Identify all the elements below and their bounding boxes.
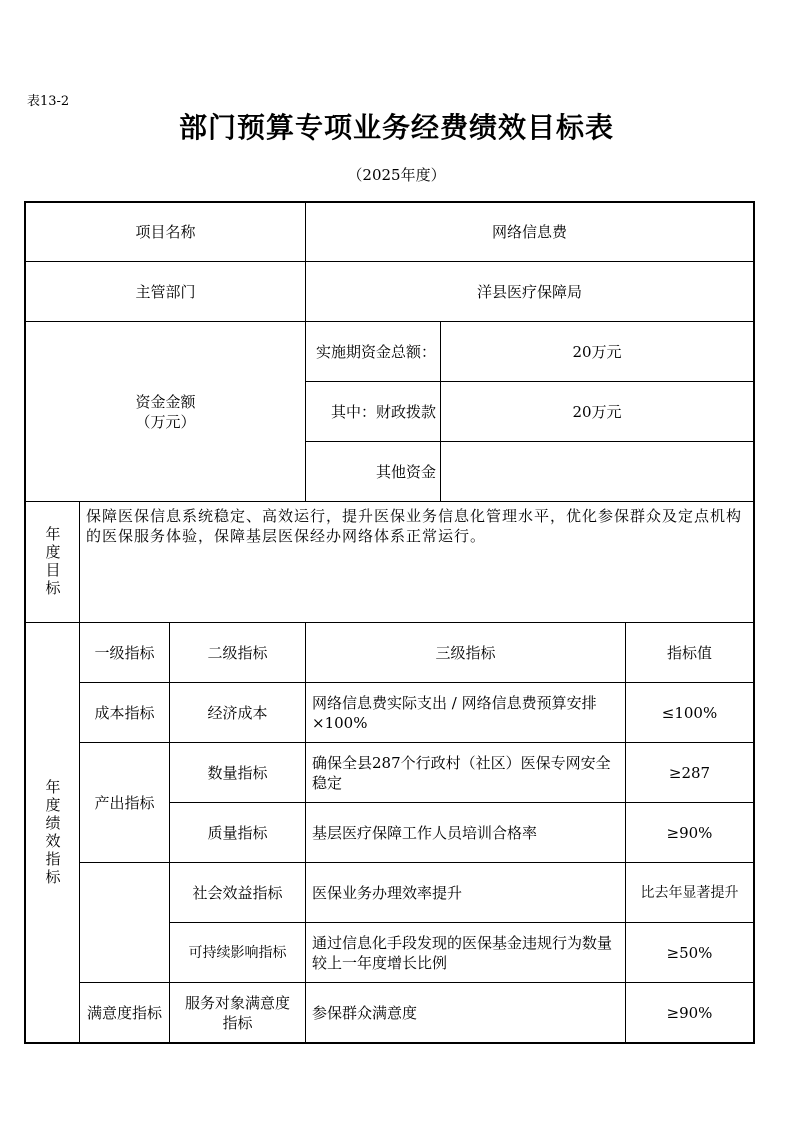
indicator-value: ≥90% [666,1003,713,1022]
indicator-value: 比去年显著提升 [640,884,739,901]
total-fund-label: 实施期资金总额： [315,342,436,361]
indicator-value: ≥287 [668,763,711,782]
table-border-bottom [24,1042,755,1044]
annual-goal-text: 保障医保信息系统稳定、高效运行，提升医保业务信息化管理水平，优化参保群众及定点机构的医保服务体验，保障基层医保经办网络体系正常运行。 [86,507,743,545]
level1-output: 产出指标 [94,793,155,812]
indicator-level3: 网络信息费实际支出 / 网络信息费预算安排 ×100% [312,693,597,732]
indicator-level2: 数量指标 [207,763,268,782]
level1-satisfaction: 满意度指标 [86,1003,162,1022]
indicator-level2: 质量指标 [207,823,268,842]
indicator-value: ≥50% [666,943,713,962]
annual-indicators-label: 年度绩效指标 [43,778,62,887]
indicator-level3: 医保业务办理效率提升 [312,883,463,902]
indicator-value: ≥90% [666,823,713,842]
header-level1: 一级指标 [94,643,155,662]
header-level3: 三级指标 [435,643,496,662]
header-value: 指标值 [666,643,712,662]
indicator-level2: 经济成本 [207,703,268,722]
level1-cost: 成本指标 [94,703,155,722]
fiscal-fund-value: 20万元 [572,402,622,421]
level1-benefit [80,863,169,982]
table-number: 表13-2 [27,94,70,109]
indicator-level3: 确保全县287个行政村（社区）医保专网安全稳定 [312,753,611,792]
department-value: 洋县医疗保障局 [476,282,582,301]
annual-goal-label: 年度目标 [43,526,62,598]
indicator-level3: 参保群众满意度 [312,1003,418,1022]
other-fund-value [441,442,753,501]
indicator-value: ≤100% [661,703,718,722]
indicator-level2: 服务对象满意度指标 [184,993,290,1032]
fund-label-text: 资金金额 [135,392,196,411]
fiscal-fund-label: 其中：财政拨款 [330,402,436,421]
page-title: 部门预算专项业务经费绩效目标表 [178,111,614,144]
indicator-level3: 基层医疗保障工作人员培训合格率 [312,823,538,842]
project-name-value: 网络信息费 [491,223,567,241]
indicator-level2: 可持续影响指标 [188,944,287,961]
project-name-label: 项目名称 [135,223,196,241]
total-fund-value: 20万元 [572,342,622,361]
indicator-level3: 通过信息化手段发现的医保基金违规行为数量较上一年度增长比例 [312,933,613,972]
fiscal-year: （2025年度） [347,166,446,184]
table-border-right [753,201,755,1044]
fund-unit-text: （万元） [135,412,196,431]
fund-amount-label [26,322,305,501]
indicator-level2: 社会效益指标 [192,883,283,902]
other-fund-label: 其他资金 [375,462,436,481]
department-label: 主管部门 [135,282,196,301]
header-level2: 二级指标 [207,643,268,662]
